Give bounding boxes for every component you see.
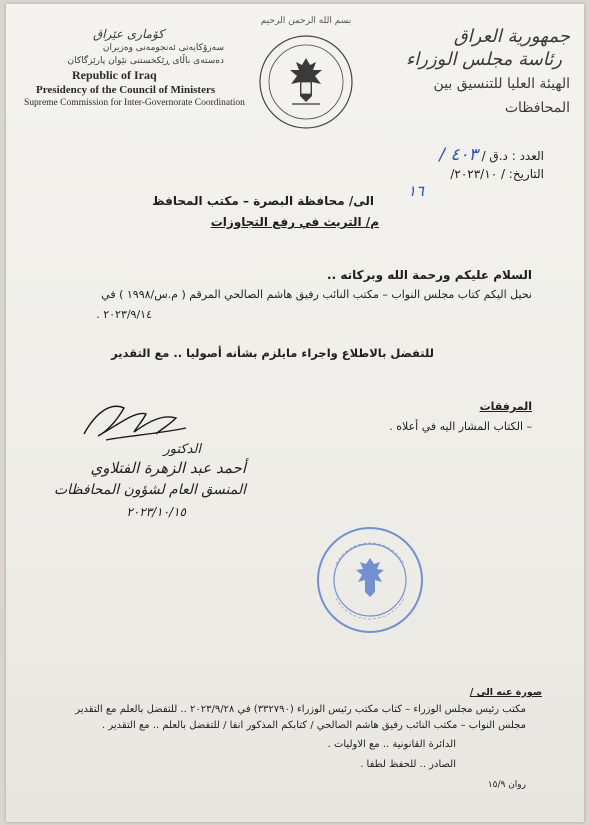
reference-block <box>344 146 544 199</box>
date-day: ١٦ <box>407 182 424 200</box>
date-line <box>344 165 544 183</box>
header-right <box>380 26 570 120</box>
official-stamp <box>314 524 426 636</box>
request-line: للتفضل بالاطلاع واجراء مايلزم بشأنه أصوليا .. مع التقدير <box>111 346 434 360</box>
presidency-ar: رئاسة مجلس الوزراء <box>405 49 562 70</box>
kurdish-line-1: كۆماری عێراق <box>92 27 164 41</box>
header-left <box>24 26 254 110</box>
kurdish-line-2: سەرۆکایەتی ئەنجومەنی وەزیران <box>102 43 224 53</box>
document-page <box>6 4 584 822</box>
signature-title: الدكتور <box>163 442 201 457</box>
copies-item-3: الدائرة القانونية .. مع الاوليات . <box>327 739 456 750</box>
date-label: التاريخ: / <box>500 167 544 181</box>
commission-en: Supreme Commission for Inter-Governorate Coordination <box>24 98 245 108</box>
signature-block <box>46 442 246 523</box>
commission-ar: الهيئة العليا للتنسيق بين المحافظات <box>433 76 570 116</box>
presidency-en: Presidency of the Council of Ministers <box>36 84 216 96</box>
attachments-title: المرفقات <box>479 400 532 413</box>
eagle-emblem-icon <box>256 32 356 132</box>
number-line <box>344 146 544 165</box>
copies-item-4: الصادر .. للحفظ لطفا . <box>360 759 456 770</box>
attachments-item: – الكتاب المشار اليه في أعلاه . <box>389 420 532 433</box>
signature-position: المنسق العام لشؤون المحافظات <box>53 482 246 498</box>
number-value: ٤٠٣ / <box>439 145 478 165</box>
date-value: ٢٠٢٣/١٠/ <box>450 167 498 181</box>
stamp-seal-icon <box>314 524 426 636</box>
body-line-1: نحيل اليكم كتاب مجلس النواب – مكتب النائب رفيق هاشم الصالحي المرقم ( م.س/١٩٩٨ ) في <box>101 288 532 301</box>
number-label: العدد : د.ق / <box>481 149 544 163</box>
signature-date: ٢٠٢٣/١٠/١٥ <box>126 505 186 519</box>
copies-item-2: مجلس النواب – مكتب النائب رفيق هاشم الصالحي / كتابكم المذكور انفا / للتفضل بالعلم .. مع التقدير . <box>101 720 526 731</box>
subject: م/ التريث في رفع التجاوزات <box>210 215 379 229</box>
republic-en: Republic of Iraq <box>72 68 157 82</box>
copies-item-1: مكتب رئيس مجلس الوزراء – كتاب مكتب رئيس الوزراء (٣٣٢٧٩٠) في ٢٠٢٣/٩/٢٨ .. للتفضل بالعلم مع التقدير <box>75 704 526 715</box>
body-paragraph <box>27 286 532 326</box>
kurdish-line-3: دەستەی باڵای ڕێکخستنی نێوان پارێزگاکان <box>67 56 224 66</box>
greeting: السلام عليكم ورحمة الله وبركاته .. <box>327 268 532 282</box>
basmala: بسم الله الرحمن الرحيم <box>260 16 352 26</box>
republic-ar: جمهورية العراق <box>453 26 570 47</box>
body-line-2: ٢٠٢٣/٩/١٤ . <box>96 308 152 321</box>
signature-name: أحمد عبد الزهرة الفتلاوي <box>90 459 246 477</box>
copies-list <box>75 702 526 774</box>
recipient: الى/ محافظة البصرة – مكتب المحافظ <box>152 194 374 208</box>
footer-initials: روان ١٥/٩ <box>487 780 526 790</box>
state-emblem <box>256 32 356 132</box>
copies-title: صورة عنه الى / <box>469 687 542 698</box>
